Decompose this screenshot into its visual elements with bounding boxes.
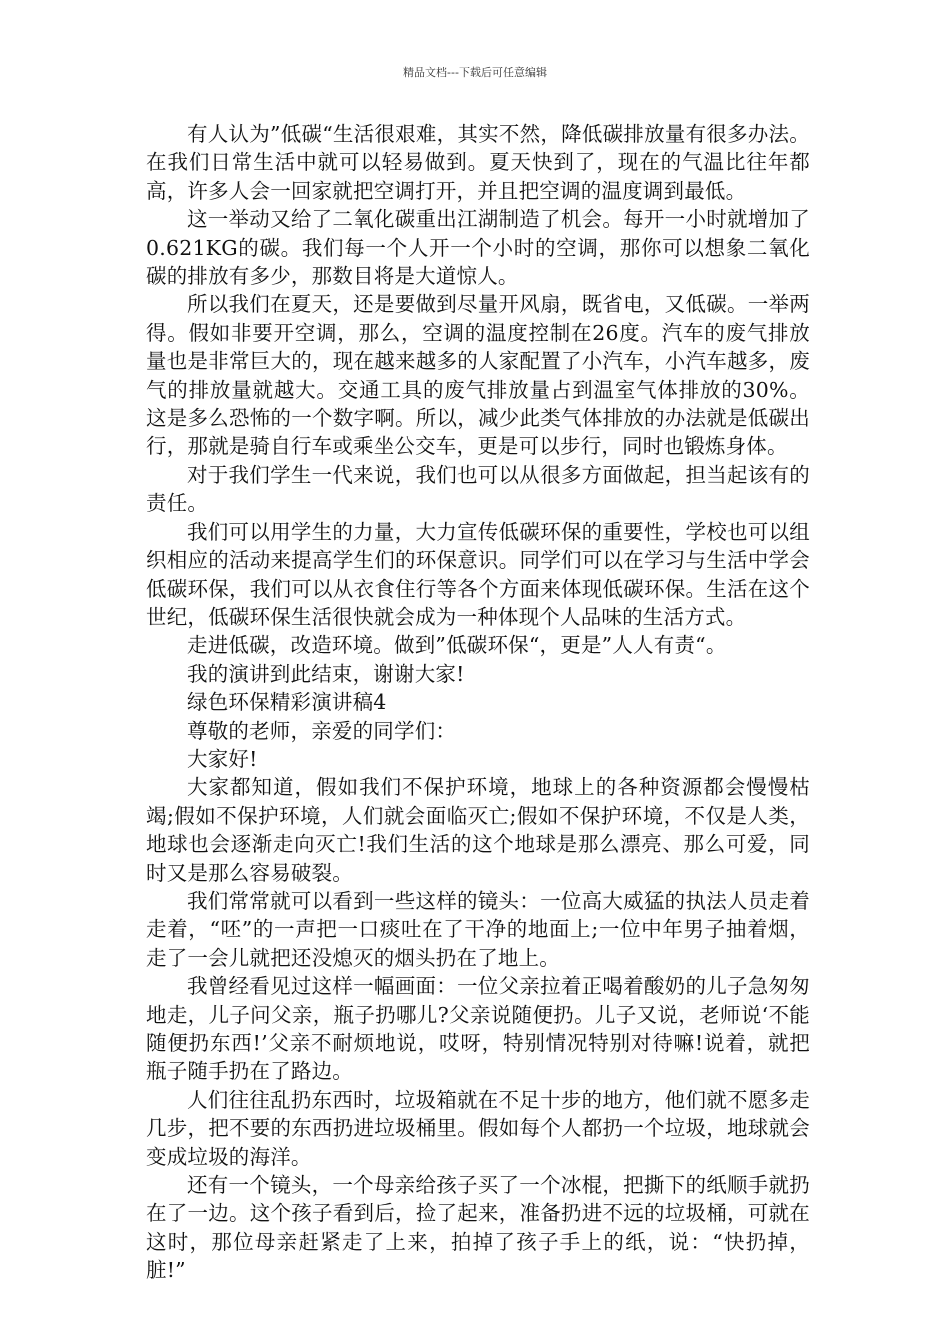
- paragraph: 所以我们在夏天，还是要做到尽量开风扇，既省电，又低碳。一举两得。假如非要开空调，那么，空调的温度控制在26度。汽车的废气排放量也是非常巨大的，现在越来越多的人家配置了小汽车，小汽车越多，废气的排放量就越大。交通工具的废气排放量占到温室气体排放的30%。这是多么恐怖的一个数字啊。所以，减少此类气体排放的办法就是低碳出行，那就是骑自行车或乘坐公交车，更是可以步行，同时也锻炼身体。: [146, 292, 810, 459]
- paragraph: 走进低碳，改造环境。做到”低碳环保“，更是”人人有责“。: [187, 633, 727, 658]
- paragraph: 对于我们学生一代来说，我们也可以从很多方面做起，担当起该有的责任。: [146, 462, 810, 516]
- paragraph: 这一举动又给了二氧化碳重出江湖制造了机会。每开一小时就增加了0.621KG的碳。我们每一个人开一个小时的空调，那你可以想象二氧化碳的排放有多少，那数目将是大道惊人。: [146, 207, 810, 289]
- section-title: 绿色环保精彩演讲稿4: [187, 690, 387, 715]
- paragraph: 人们往往乱扔东西时，垃圾箱就在不足十步的地方，他们就不愿多走几步，把不要的东西扔进垃圾桶里。假如每个人都扔一个垃圾，地球就会变成垃圾的海洋。: [146, 1087, 810, 1169]
- paragraph: 我们可以用学生的力量，大力宣传低碳环保的重要性，学校也可以组织相应的活动来提高学生们的环保意识。同学们可以在学习与生活中学会低碳环保，我们可以从衣食住行等各个方面来体现低碳环保。生活在这个世纪，低碳环保生活很快就会成为一种体现个人品味的生活方式。: [146, 519, 810, 629]
- paragraph: 大家都知道，假如我们不保护环境，地球上的各种资源都会慢慢枯竭;假如不保护环境，人们就会面临灭亡;假如不保护环境，不仅是人类，地球也会逐渐走向灭亡!我们生活的这个地球是那么漂亮、那么可爱，同时又是那么容易破裂。: [146, 775, 810, 885]
- document-body: [146, 120, 810, 1285]
- paragraph: 我曾经看见过这样一幅画面：一位父亲拉着正喝着酸奶的儿子急匆匆地走，儿子问父亲，瓶子扔哪儿?父亲说随便扔。儿子又说，老师说‘不能随便扔东西!’父亲不耐烦地说，哎呀，特别情况特别对待嘛!说着，就把瓶子随手扔在了路边。: [146, 974, 810, 1084]
- page-header: 精品文档---下载后可任意编辑: [403, 66, 547, 79]
- paragraph: 有人认为”低碳“生活很艰难，其实不然，降低碳排放量有很多办法。在我们日常生活中就可以轻易做到。夏天快到了，现在的气温比往年都高，许多人会一回家就把空调打开，并且把空调的温度调到最低。: [146, 122, 810, 203]
- paragraph: 我们常常就可以看到一些这样的镜头：一位高大威猛的执法人员走着走着，“呸”的一声把一口痰吐在了干净的地面上;一位中年男子抽着烟，走了一会儿就把还没熄灭的烟头扔在了地上。: [146, 888, 810, 970]
- greeting: 大家好!: [187, 746, 258, 771]
- salutation: 尊敬的老师，亲爱的同学们：: [187, 718, 457, 743]
- paragraph: 我的演讲到此结束，谢谢大家!: [187, 661, 465, 686]
- paragraph: 还有一个镜头，一个母亲给孩子买了一个冰棍，把撕下的纸顺手就扔在了一边。这个孩子看到后，捡了起来，准备扔进不远的垃圾桶，可就在这时，那位母亲赶紧走了上来，拍掉了孩子手上的纸，说：“快扔掉，脏!”: [146, 1173, 810, 1283]
